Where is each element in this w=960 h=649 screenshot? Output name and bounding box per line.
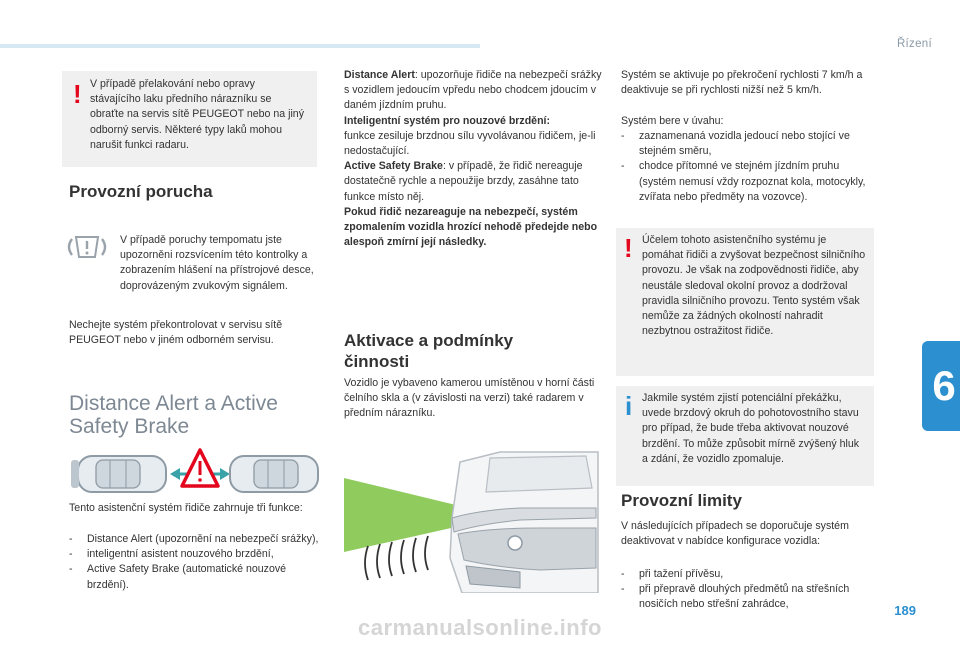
- paint-warning-text: V případě přelakování nebo opravy stávajícího laku předního nárazníku se obraťte na servis sítě PEUGEOT nebo na jiný odborný servis. Některé typy laků mohou narušit funkci radaru.: [90, 78, 304, 151]
- detects-list: [621, 129, 873, 205]
- paint-warning-box: [62, 71, 317, 167]
- service-warning-lamp-icon: [62, 233, 112, 261]
- chapter-tab: [922, 341, 960, 431]
- distance-alert-text: : upozorňuje řidiče na nebezpečí srážky s vozidlem jedoucím vpředu nebo chodcem jdoucím v daném jízdním pruhu.: [344, 69, 602, 112]
- list-item: - Distance Alert (upozornění na nebezpečí srážky),: [69, 532, 319, 547]
- section-heading-line2: Safety Brake: [69, 415, 190, 438]
- speed-text: Systém se aktivuje po překročení rychlosti 7 km/h a deaktivuje se při rychlosti nižší než 5 km/h.: [621, 69, 863, 97]
- list-item: - chodce přítomné ve stejném jízdním pruhu (systém nemusí vždy rozpoznat kola, motocykly, zvířata nebo předměty na vozovce).: [621, 159, 873, 205]
- fault-text: V případě poruchy tempomatu jste upozorněni rozsvícením této kontrolky a zobrazením hlášení na přístrojové desce, doprovázeným zvukovým signálem.: [120, 234, 314, 292]
- activation-heading-line1: Aktivace a podmínky: [344, 331, 514, 350]
- braking-info-text: Jakmile systém zjistí potenciální překážku, uvede brzdový okruh do pohotovostního stavu pro případ, že bude třeba aktivovat nouzové brzdění. To může způsobit mírně zvýšený hluk a zdání, že vozidlo zpomaluje.: [642, 392, 860, 465]
- section-title: Řízení: [896, 38, 932, 50]
- asb-label: Active Safety Brake: [344, 160, 443, 173]
- limits-list: [621, 567, 873, 613]
- warning-exclamation-icon: !: [73, 79, 82, 109]
- chapter-number: 6: [932, 362, 956, 409]
- responsibility-warning-text: Účelem tohoto asistenčního systému je pomáhat řidiči a zvyšovat bezpečnost silničního provozu. Je však na zodpovědnosti řidiče, aby neustále sledoval okolní provoz a dodržoval pravidla silničního provozu. Tento systém však nemůže za žádných okolností nahradit nezbytnou ostražitost řidiče.: [642, 234, 866, 338]
- car-top-view-icon: [230, 456, 318, 492]
- ieb-text: funkce zesiluje brzdnou sílu vyvolávanou řidičem, je-li nedostačující.: [344, 129, 596, 158]
- detects-intro: Systém bere v úvahu:: [621, 115, 724, 127]
- fault-heading: Provozní porucha: [69, 182, 213, 201]
- activation-heading: [344, 330, 513, 372]
- info-icon: i: [625, 391, 633, 421]
- list-item: - při přepravě dlouhých předmětů na střešních nosičích nebo střešní zahrádce,: [621, 582, 873, 612]
- functions-intro: Tento asistenční systém řidiče zahrnuje tři funkce:: [69, 502, 303, 514]
- warning-triangle-icon: [182, 450, 218, 486]
- list-item: - inteligentní asistent nouzového brzdění,: [69, 547, 319, 562]
- vehicle-front-illustration: [340, 448, 602, 593]
- fault-followup: Nechejte systém překontrolovat v servisu sítě PEUGEOT nebo v jiném odborném servisu.: [69, 319, 283, 347]
- asb-text: : v případě, že řidič nereaguje dostatečně rychle a nepoužije brzdy, zasáhne tato funkce místo něj.: [344, 160, 583, 203]
- bold-note: Pokud řidič nezareaguje na nebezpečí, systém zpomalením vozidla hrozící nehodě předejde nebo alespoň zmírní její následky.: [344, 205, 598, 249]
- functions-list: [69, 532, 319, 593]
- page-number: 189: [894, 603, 916, 618]
- braking-info-box: [616, 386, 874, 486]
- section-heading-line1: Distance Alert a Active: [69, 392, 278, 415]
- ieb-label: Inteligentní systém pro nouzové brzdění:: [344, 114, 551, 127]
- limits-heading: Provozní limity: [621, 491, 742, 510]
- limits-intro: V následujících případech se doporučuje systém deaktivovat v nabídce konfigurace vozidla:: [621, 520, 849, 548]
- section-heading: [69, 392, 278, 438]
- functions-description: [344, 68, 602, 250]
- list-item: - při tažení přívěsu,: [621, 567, 873, 582]
- watermark: carmanualsonline.info: [358, 615, 602, 640]
- distance-alert-label: Distance Alert: [344, 69, 415, 81]
- car-top-view-icon: [71, 456, 166, 492]
- distance-alert-illustration: [70, 448, 325, 500]
- list-item: - zaznamenaná vozidla jedoucí nebo stojící ve stejném směru,: [621, 129, 873, 159]
- activation-text: Vozidlo je vybaveno kamerou umístěnou v horní části čelního skla a (v závislosti na verzi) také radarem v předním nárazníku.: [344, 377, 595, 420]
- header-bar: [0, 44, 480, 48]
- warning-exclamation-icon: !: [624, 233, 633, 263]
- activation-heading-line2: činnosti: [344, 352, 410, 371]
- responsibility-warning-box: [616, 228, 874, 376]
- list-item: - Active Safety Brake (automatické nouzové brzdění).: [69, 562, 319, 592]
